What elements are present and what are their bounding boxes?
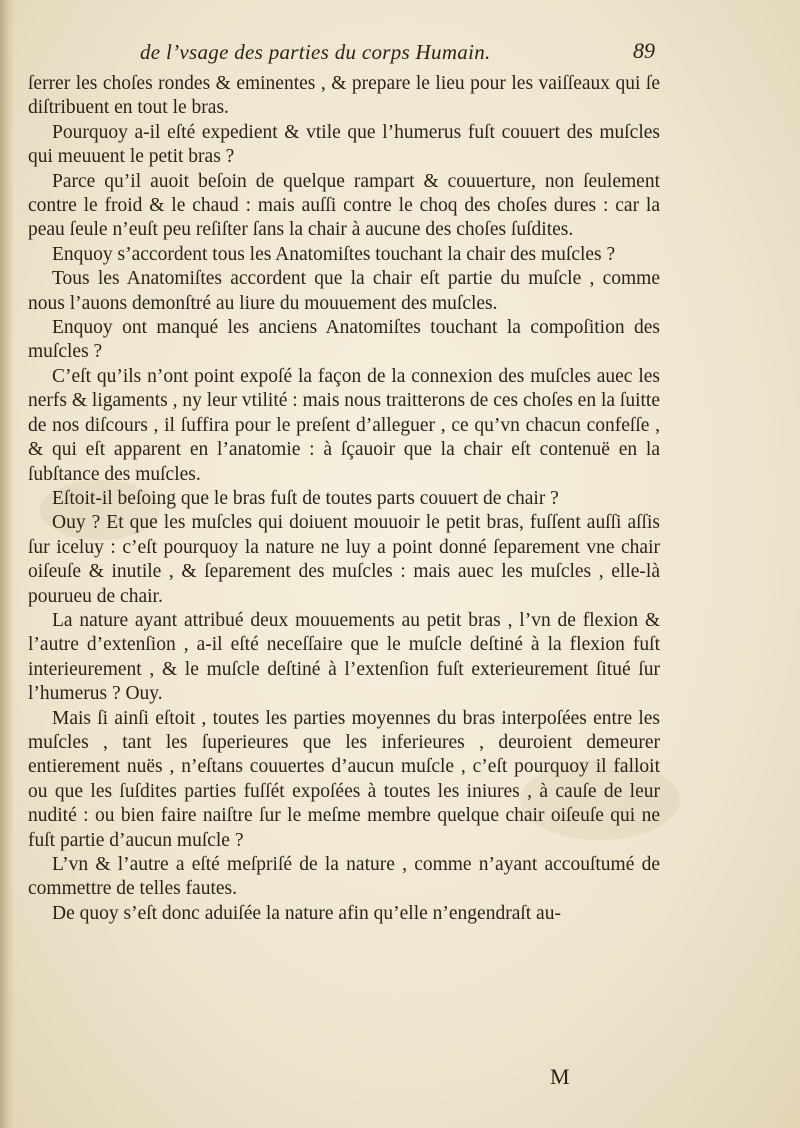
paragraph: Parce qu’il auoit beſoin de quelque rampart & couuerture, non ſeulement contre le froid & le chaud : mais auſſi contre le choq des choſes dures : car la peau ſeule n’euſt peu reſiſter ſans la chair à aucune des choſes ſuſdites. [28,170,660,241]
paragraph: Pourquoy a-il eſté expedient & vtile que l’humerus fuſt couuert des muſcles qui meuuent le petit bras ? [28,121,660,168]
paragraph: Enquoy s’accordent tous les Anatomiſtes touchant la chair des muſcles ? [52,243,616,265]
running-title: de l’vsage des parties du corps Humain. [140,40,491,64]
page-number: 89 [633,38,655,63]
paragraph: La nature ayant attribué deux mouuements au petit bras , l’vn de flexion & l’autre d’extenſion , a-il eſté neceſſaire que le muſcle deſtiné à la flexion fuſt interieurement , & le muſcle deſtiné à l’extenſion fuſt exterieurement ſitué ſur l’humerus ? Ouy. [28,609,660,705]
paragraph: Tous les Anatomiſtes accordent que la chair eſt partie du muſcle , comme nous l’auons demonſtré au liure du mouuement des muſcles. [28,268,660,314]
paragraph: C’eſt qu’ils n’ont point expoſé la façon de la connexion des muſcles auec les nerfs & ligaments , ny leur vtilité : mais nous traitterons de ces choſes en la ſuitte de nos diſcours , il ſuffira pour le preſent d’alleguer , ce qu’vn chacun confeſſe , & qui eſt apparent en l’anatomie : à ſçauoir que la chair eſt contenuë en la ſubſtance des muſcles. [28,365,660,485]
paragraph: Eſtoit-il beſoing que le bras fuſt de toutes parts couuert de chair ? [52,487,559,509]
paragraph: L’vn & l’autre a eſté meſpriſé de la nature , comme n’ayant accouſtumé de commettre de telles fautes. [28,854,660,900]
paragraph: ſerrer les choſes rondes & eminentes , & prepare le lieu pour les vaiſſeaux qui ſe diſtribuent en tout le bras. [28,73,660,119]
paragraph: De quoy s’eſt donc aduiſée la nature afin qu’elle n’engendraſt au- [52,902,561,924]
signature-mark: M [550,1064,572,1089]
paragraph: Ouy ? Et que les muſcles qui doiuent mouuoir le petit bras, fuſſent auſſi aſſis ſur iceluy : c’eſt pourquoy la nature ne luy a point donné ſeparement vne chair oiſeuſe & inutile , & ſeparement des muſcles : mais auec les muſcles , elle-là pourueu de chair. [28,512,660,607]
page-gutter-edge [0,0,14,1128]
paragraph: Mais ſi ainſi eſtoit , toutes les parties moyennes du bras interpoſées entre les muſcles , tant les ſuperieures que les inferieures , deuroient demeurer entierement nuës , n’eſtans couuertes d’aucun muſcle , c’eſt pourquoy il falloit ou que les ſuſdites parties fuſſét expoſées à toutes les iniures , à cauſe de leur nudité : ou bien faire naiſtre ſur le meſme membre quelque chair oiſeuſe qui ne fuſt partie d’aucun muſcle ? [28,707,660,851]
body-text [28,72,660,926]
paragraph: Enquoy ont manqué les anciens Anatomiſtes touchant la compoſition des muſcles ? [28,317,660,363]
